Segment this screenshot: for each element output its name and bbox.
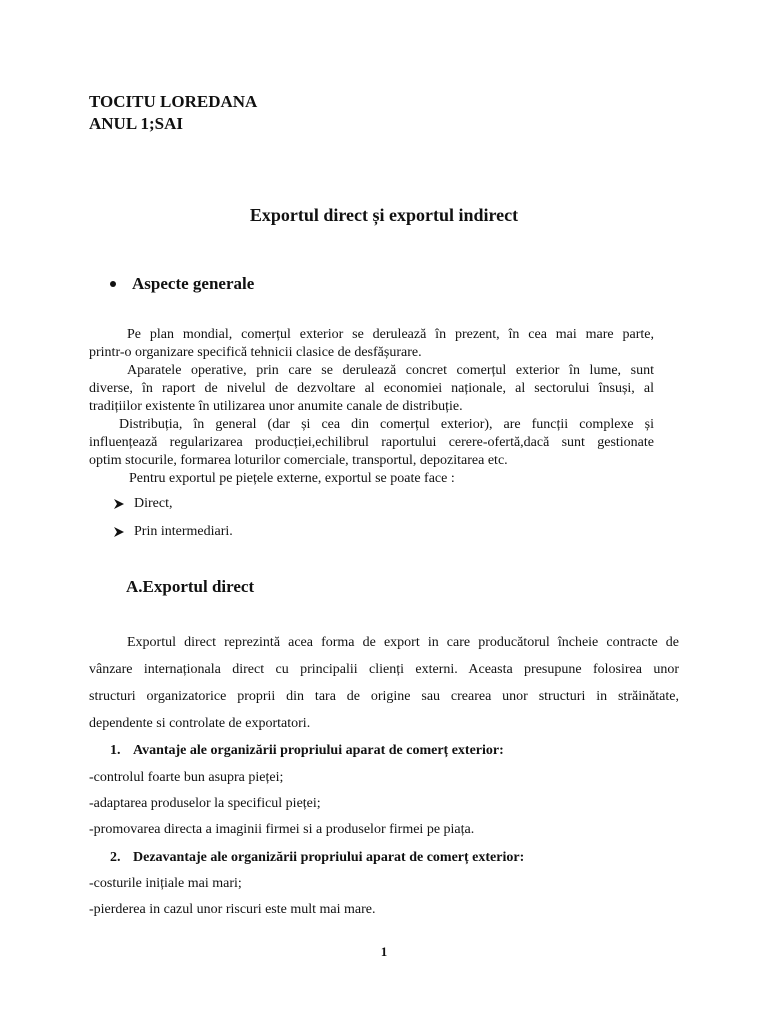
bullet-icon [110,281,116,287]
text-line: diverse, în raport de nivelul de dezvoltare al economiei naționale, al sectorului însuși, al [89,381,654,396]
section-heading-direct-export: A.Exportul direct [126,577,255,596]
text-line: vânzare internaționala direct cu principalii clienți externi. Aceasta presupune folosirea unor [89,662,679,677]
document-title: Exportul direct și exportul indirect [249,205,519,225]
numbered-heading-text: Dezavantaje ale organizării propriului aparat de comerț exterior: [133,850,525,865]
section-heading-general [110,274,254,294]
author-name: TOCITU LOREDANA [89,92,258,111]
text-line: printr-o organizare specifică tehnicii clasice de desfășurare. [89,345,422,360]
text-line: Distribuția, în general (dar și cea din comerțul exterior), are funcții complexe și [119,417,654,432]
text-line: Aparatele operative, prin care se derulează concret comerțul exterior în lume, sunt [127,363,654,378]
text-line: -promovarea directa a imaginii firmei si a produselor firmei pe piața. [89,822,475,837]
text-line: dependente si controlate de exportatori. [89,716,311,731]
text-line: -pierderea in cazul unor riscuri este mult mai mare. [89,902,376,917]
numbered-heading-text: Avantaje ale organizării propriului aparat de comerț exterior: [133,743,504,758]
section-heading-text: Aspecte generale [132,274,255,293]
list-item-text: Direct, [134,496,173,511]
arrow-bullet-icon [113,498,125,510]
page-number: 1 [380,944,388,959]
list-item [113,496,172,512]
list-number: 2. [110,850,121,865]
numbered-heading-advantages [110,743,504,759]
text-line: Pentru exportul pe piețele externe, exportul se poate face : [129,471,455,486]
text-line: -adaptarea produselor la specificul pieței; [89,796,321,811]
text-line: -costurile inițiale mai mari; [89,876,242,891]
list-item [113,524,233,540]
text-line: optim stocurile, formarea loturilor comerciale, transportul, depozitarea etc. [89,453,508,468]
paragraph-intro [89,326,654,488]
text-line: tradițiilor existente în utilizarea unor anumite canale de distribuție. [89,399,463,414]
text-line: Exportul direct reprezintă acea forma de export in care producătorul încheie contracte de [127,635,679,650]
numbered-heading-disadvantages [110,850,524,866]
text-line: influențează regularizarea producției,echilibrul raportului cerere-ofertă,dacă sunt gestionate [89,435,654,450]
list-item-text: Prin intermediari. [134,524,233,539]
author-block [89,91,257,135]
text-line: Pe plan mondial, comerțul exterior se derulează în prezent, în cea mai mare parte, [127,327,654,342]
text-line: -controlul foarte bun asupra pieței; [89,770,284,785]
list-number: 1. [110,743,121,758]
text-line: structuri organizatorice proprii din tara de origine sau crearea unor structuri in străinătate, [89,689,679,704]
arrow-bullet-icon [113,526,125,538]
author-year: ANUL 1;SAI [89,114,183,133]
